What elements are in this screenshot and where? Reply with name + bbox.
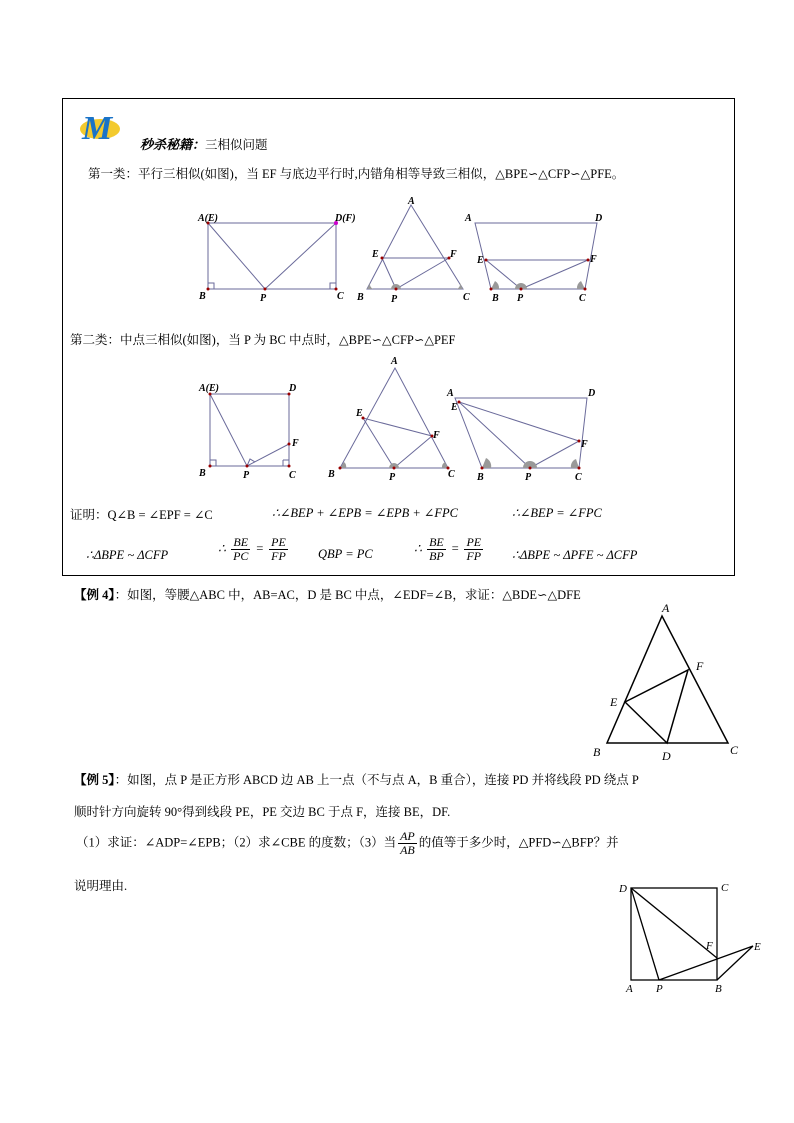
fig2-label-P: P <box>391 294 398 305</box>
frac-num: AP <box>400 829 415 843</box>
fig3-label-F: F <box>590 254 597 265</box>
fig1-label-AE: A(E) <box>198 213 218 224</box>
proof-row1-c: ∴∠BEP = ∠FPC <box>512 506 602 520</box>
fraction-ap-ab <box>398 830 417 857</box>
fig5-label-E: E <box>356 408 363 419</box>
fig5-label-P: P <box>389 472 396 483</box>
fig8-label-B: B <box>715 983 722 995</box>
example-5-line3 <box>76 830 619 857</box>
fig7-label-B: B <box>593 745 601 759</box>
fig6-label-E: E <box>451 402 458 413</box>
example-4-figure <box>585 598 745 763</box>
box-title-rest: 三相似问题 <box>205 138 268 152</box>
example-4-tag: 【例 4】 <box>74 588 115 602</box>
example-5-line2: 顺时针方向旋转 90°得到线段 PE，PE 交边 BC 于点 F，连接 BE，DF. <box>74 805 451 819</box>
fig8-label-A: A <box>626 983 633 995</box>
fig5-label-F: F <box>433 430 440 441</box>
example-5-figure <box>610 872 770 997</box>
m-logo-icon <box>78 107 130 145</box>
fig1-label-DF: D(F) <box>335 213 356 224</box>
frac-num: PE <box>271 535 286 549</box>
fig8-label-E: E <box>754 941 761 953</box>
type1-text: 第一类：平行三相似(如图)，当 EF 与底边平行时,内错角相等导致三相似，△BPE∽△CFP∽△PFE。 <box>88 167 625 181</box>
fig6-label-P: P <box>525 472 532 483</box>
fig6-label-B: B <box>477 472 484 483</box>
fig7-label-A: A <box>662 601 670 615</box>
example-5-question3-rest: 的值等于多少时，△PFD∽△BFP？并 <box>418 835 619 850</box>
fig8-label-P: P <box>656 983 663 995</box>
fig2-label-F: F <box>450 249 457 260</box>
example-5-line1 <box>74 770 639 788</box>
fig6-label-D: D <box>588 388 596 399</box>
example-5-tag: 【例 5】 <box>74 773 115 787</box>
fig5-label-A: A <box>391 356 398 367</box>
fig4-label-C: C <box>289 470 296 481</box>
fraction-be-pc <box>231 536 250 563</box>
fraction-be-bp <box>427 536 446 563</box>
equals-sign: = <box>255 541 264 556</box>
proof-row2-c: QBP = PC <box>318 547 373 561</box>
figures-row-1 <box>195 196 625 305</box>
fig5-label-B: B <box>328 469 335 480</box>
fig7-label-E: E <box>610 695 618 709</box>
example-5-line4: 说明理由. <box>74 879 128 893</box>
frac-den: FP <box>466 549 482 563</box>
fraction-pe-fp-2 <box>464 536 483 563</box>
proof-row2-e: ∴ΔBPE ~ ΔPFE ~ ΔCFP <box>512 548 638 562</box>
fig7-label-C: C <box>730 743 739 757</box>
proof-therefore: ∴ <box>414 541 422 556</box>
fig2-label-A: A <box>408 196 415 207</box>
figures-row-2 <box>195 352 675 482</box>
fig2-label-C: C <box>463 292 470 303</box>
fig4-label-D: D <box>289 383 297 394</box>
type2-text: 第二类：中点三相似(如图)，当 P 为 BC 中点时，△BPE∽△CFP∽△PEF <box>70 333 456 347</box>
frac-den: AB <box>400 843 415 857</box>
proof-row2-d <box>414 536 485 563</box>
fig3-label-C: C <box>579 293 586 304</box>
frac-den: PC <box>233 549 249 563</box>
fig3-label-P: P <box>517 293 524 304</box>
fig6-label-F: F <box>581 439 588 450</box>
fraction-pe-fp <box>269 536 288 563</box>
fig8-label-C: C <box>721 882 729 894</box>
frac-num: PE <box>466 535 482 549</box>
proof-therefore: ∴ <box>218 541 226 556</box>
example-4-text: ：如图，等腰△ABC 中，AB=AC，D 是 BC 中点，∠EDF=∠B，求证：△BDE∽△DFE <box>114 588 581 602</box>
fig3-label-D: D <box>595 213 603 224</box>
fig4-label-P: P <box>243 470 250 481</box>
example-4 <box>74 585 581 603</box>
fig1-label-P: P <box>260 293 267 304</box>
fig4-label-F: F <box>292 438 299 449</box>
frac-den: FP <box>271 549 286 563</box>
fig2-label-B: B <box>357 292 364 303</box>
proof-row1-a: 证明：Q∠B = ∠EPF = ∠C <box>70 508 213 522</box>
proof-row1-b: ∴∠BEP + ∠EPB = ∠EPB + ∠FPC <box>272 506 459 520</box>
example-5-questions: （1）求证：∠ADP=∠EPB；（2）求∠CBE 的度数；（3）当 <box>76 835 397 850</box>
equals-sign: = <box>450 541 460 556</box>
fig3-label-E: E <box>477 255 484 266</box>
fig8-label-D: D <box>619 883 627 895</box>
proof-row2-a: ∴ΔBPE ~ ΔCFP <box>86 548 169 562</box>
fig6-label-A: A <box>447 388 454 399</box>
fig4-label-B: B <box>199 468 206 479</box>
fig2-label-E: E <box>372 249 379 260</box>
frac-den: BP <box>429 549 444 563</box>
fig6-label-C: C <box>575 472 582 483</box>
frac-num: BE <box>429 535 444 549</box>
proof-row2-b <box>218 536 290 563</box>
fig7-label-F: F <box>696 659 704 673</box>
fig5-label-C: C <box>448 469 455 480</box>
fig3-label-B: B <box>492 293 499 304</box>
svg-text:M: M <box>82 110 113 147</box>
example-5-text: ：如图，点 P 是正方形 ABCD 边 AB 上一点（不与点 A，B 重合），连接 PD 并将线段 PD 绕点 P <box>114 773 639 787</box>
fig8-label-F: F <box>706 940 713 952</box>
fig4-label-AE: A(E) <box>199 383 219 394</box>
frac-num: BE <box>231 536 250 550</box>
box-title-bold: 秒杀秘籍： <box>140 137 206 152</box>
fig3-label-A: A <box>465 213 472 224</box>
box-title <box>140 134 268 153</box>
fig1-label-B: B <box>199 291 206 302</box>
fig7-label-D: D <box>662 749 671 763</box>
fig1-label-C: C <box>337 291 344 302</box>
